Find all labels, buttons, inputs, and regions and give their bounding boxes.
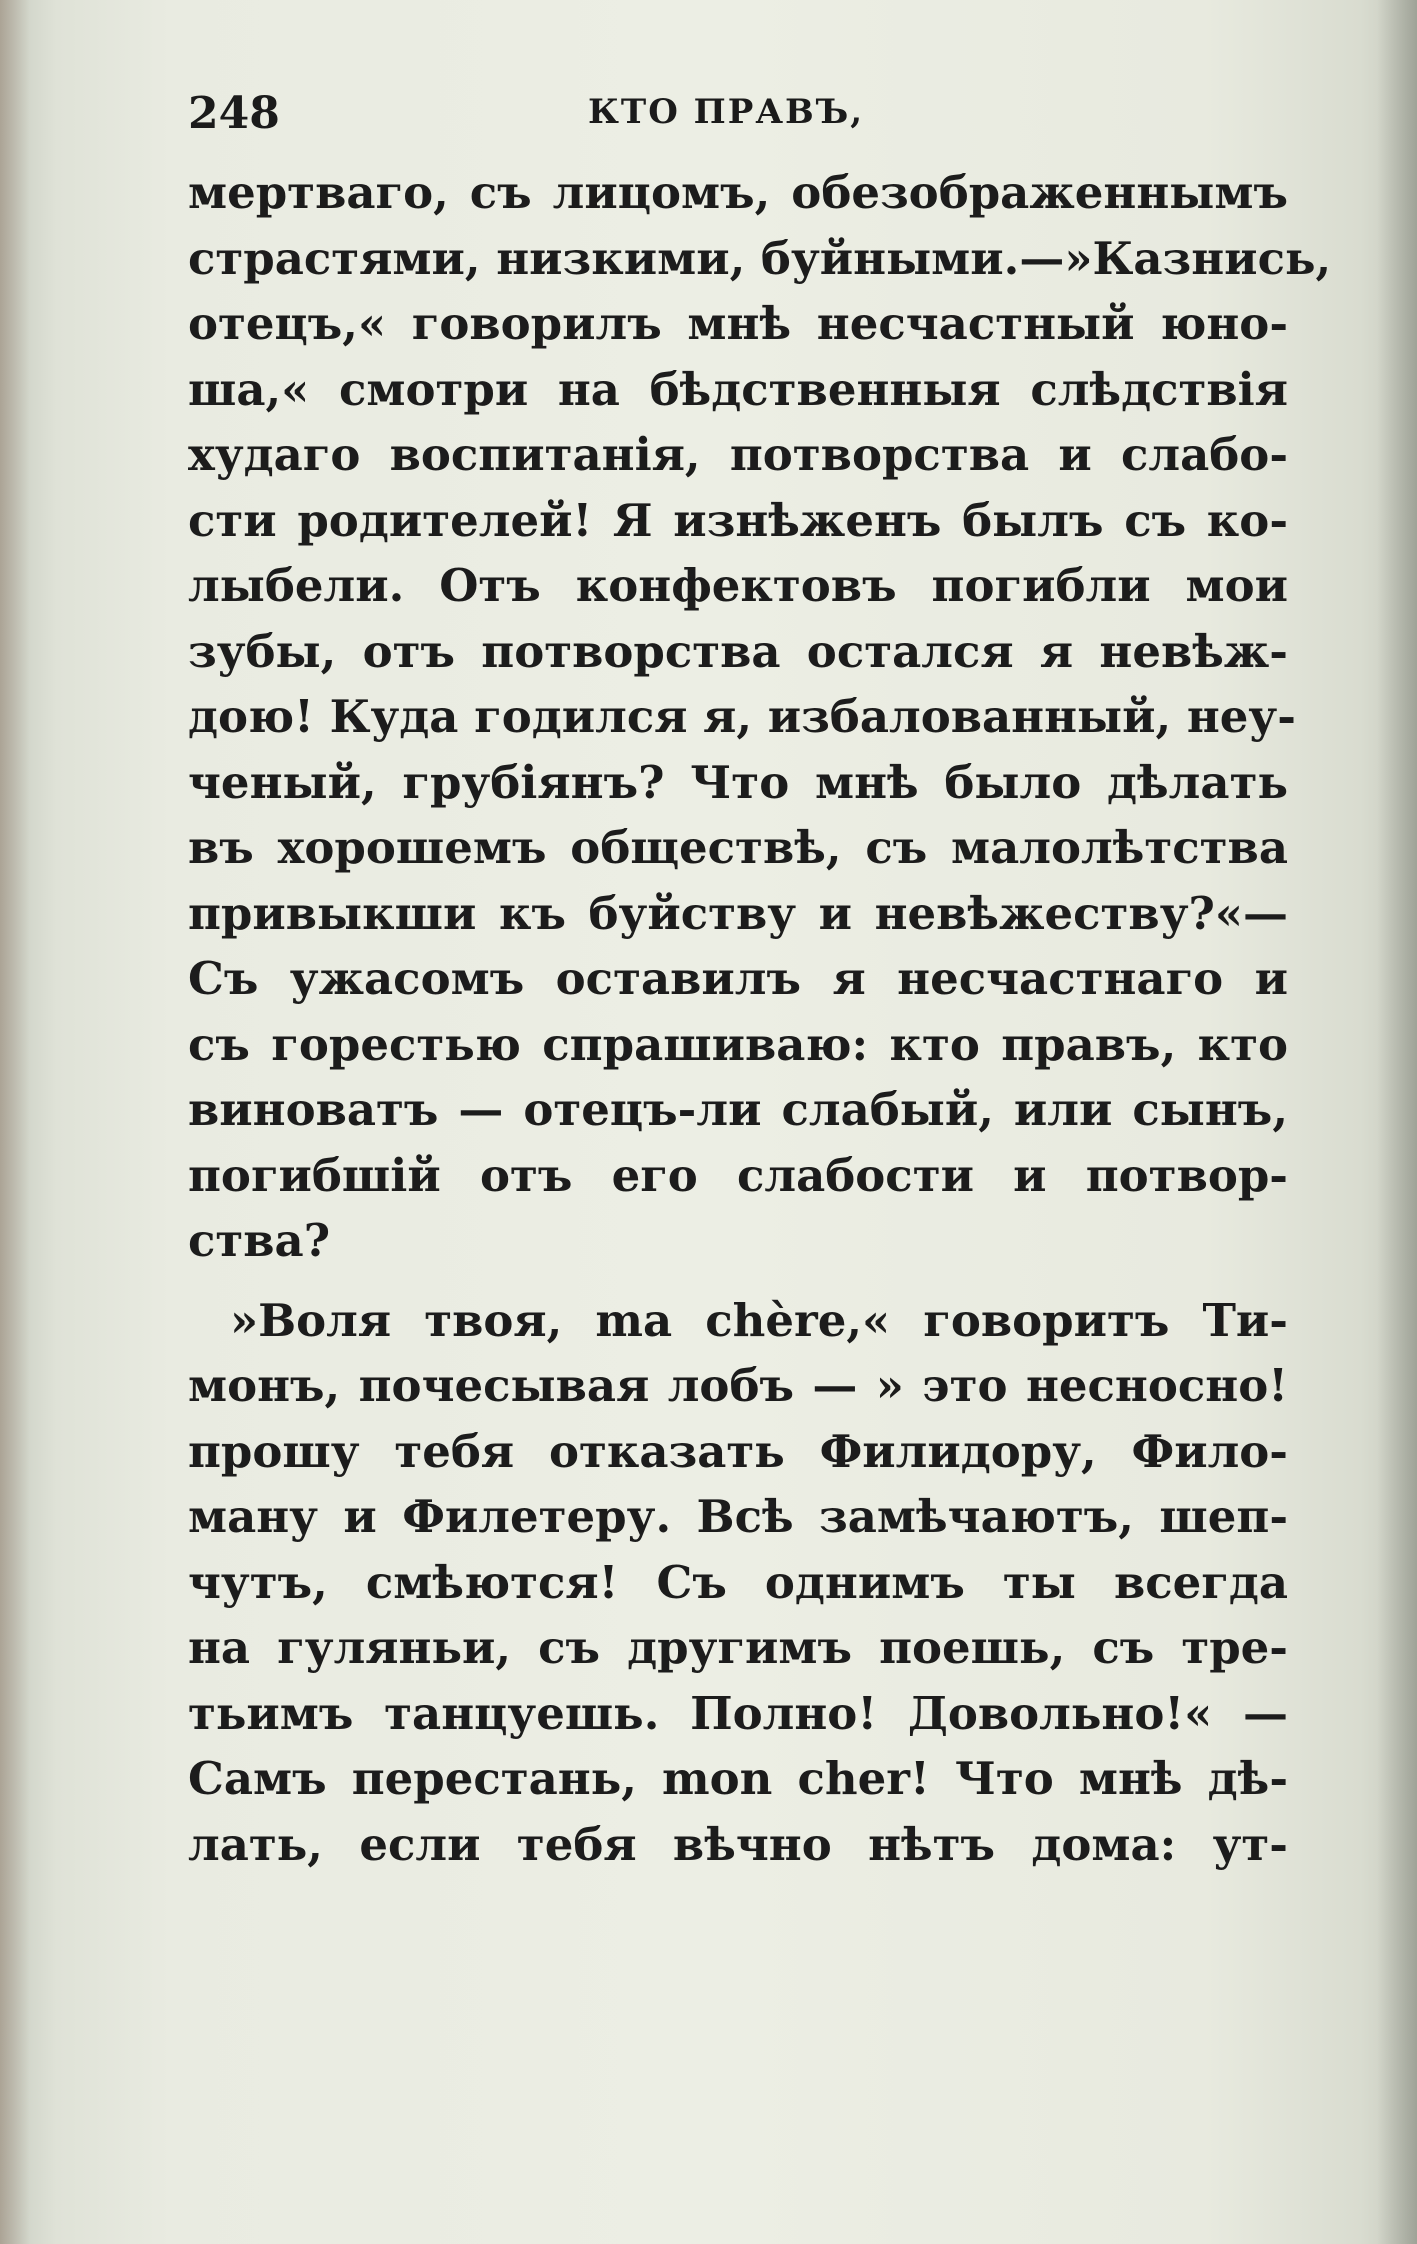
text-line: лыбели. Отъ конфектовъ погибли мои bbox=[188, 559, 1288, 612]
page-header bbox=[188, 88, 1288, 138]
body-text bbox=[188, 160, 1332, 1877]
text-line: отецъ,« говорилъ мнѣ несчастный юно- bbox=[188, 297, 1288, 350]
text-line: тьимъ танцуешь. Полно! Довольно!« — bbox=[188, 1686, 1288, 1740]
running-title: КТО ПРАВЪ, bbox=[588, 92, 865, 132]
text-line: сти родителей! Я изнѣженъ былъ съ ко- bbox=[188, 493, 1288, 547]
text-line: дою! Куда годился я, избалованный, неу- bbox=[188, 690, 1296, 743]
text-line: худаго воспитанія, потворства и слабо- bbox=[188, 428, 1288, 481]
text-line: зубы, отъ потворства остался я невѣж- bbox=[188, 624, 1288, 678]
paragraph-gap bbox=[188, 1274, 1288, 1288]
text-line: лать, если тебя вѣчно нѣтъ дома: ут- bbox=[188, 1817, 1288, 1871]
text-line: чутъ, смѣются! Съ однимъ ты всегда bbox=[188, 1555, 1288, 1609]
text-line: ченый, грубіянъ? Что мнѣ было дѣлать bbox=[188, 755, 1288, 809]
text-line: виноватъ — отецъ-ли слабый, или сынъ, bbox=[188, 1083, 1288, 1136]
text-line: ману и Филетеру. Всѣ замѣчаютъ, шеп- bbox=[188, 1490, 1288, 1543]
page-number: 248 bbox=[188, 88, 280, 139]
paragraph bbox=[188, 1288, 1288, 1878]
text-line: страстями, низкими, буйными.—»Казнись, bbox=[188, 231, 1332, 285]
text-line: въ хорошемъ обществѣ, съ малолѣтства bbox=[188, 821, 1288, 874]
text-line: монъ, почесывая лобъ — » это несносно! bbox=[188, 1359, 1288, 1412]
text-line: съ горестью спрашиваю: кто правъ, кто bbox=[188, 1017, 1288, 1071]
text-line: ства? bbox=[188, 1214, 331, 1267]
text-line: Съ ужасомъ оставилъ я несчастнаго и bbox=[188, 952, 1288, 1005]
paragraph bbox=[188, 160, 1332, 1274]
text-line: мертваго, съ лицомъ, обезображеннымъ bbox=[188, 166, 1288, 219]
text-line: на гуляньи, съ другимъ поешь, съ тре- bbox=[188, 1621, 1288, 1674]
text-line: прошу тебя отказать Филидору, Фило- bbox=[188, 1424, 1288, 1478]
text-line: привыкши къ буйству и невѣжеству?«— bbox=[188, 886, 1288, 940]
text-line: »Воля твоя, ma chère,« говоритъ Ти- bbox=[230, 1293, 1288, 1347]
text-line: погибшій отъ его слабости и потвор- bbox=[188, 1148, 1288, 1202]
text-line: Самъ перестань, mon cher! Что мнѣ дѣ- bbox=[188, 1752, 1288, 1805]
text-line: ша,« смотри на бѣдственныя слѣдствія bbox=[188, 362, 1288, 416]
